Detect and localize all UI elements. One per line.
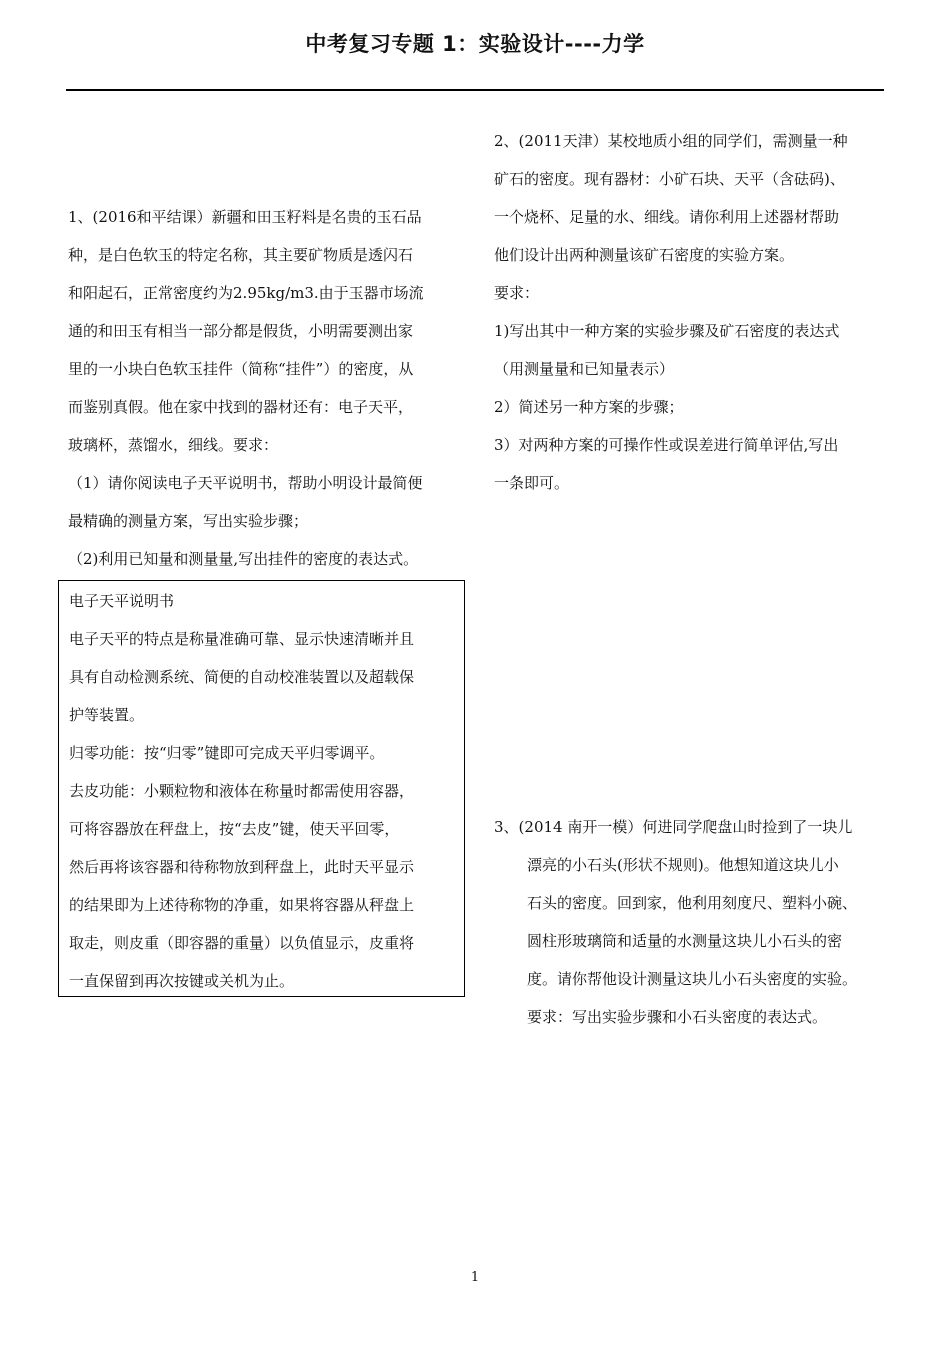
balance-manual-text — [69, 582, 414, 1000]
question-3-body — [527, 846, 857, 1036]
manual-line: 可将容器放在秤盘上，按“去皮”键，使天平回零， — [69, 820, 400, 838]
question-3-line: 石头的密度。回到家，他利用刻度尺、塑料小碗、 — [527, 894, 858, 912]
manual-line: 电子天平的特点是称量准确可靠、显示快速清晰并且 — [69, 630, 415, 648]
manual-line: 然后再将该容器和待称物放到秤盘上，此时天平显示 — [69, 858, 415, 876]
manual-line: 的结果即为上述待称物的净重，如果将容器从秤盘上 — [69, 896, 415, 914]
manual-line: 归零功能：按“归零”键即可完成天平归零调平。 — [69, 744, 385, 762]
question-1-line: 种，是白色软玉的特定名称，其主要矿物质是透闪石 — [68, 246, 414, 264]
question-3-line: 3、(2014 南开一模）何进同学爬盘山时捡到了一块儿 — [494, 818, 853, 836]
question-2-line: 2）简述另一种方案的步骤； — [494, 398, 684, 416]
manual-line: 一直保留到再次按键或关机为止。 — [69, 972, 295, 990]
question-3-line: 度。请你帮他设计测量这块儿小石头密度的实验。 — [527, 970, 858, 988]
question-1-line: 而鉴别真假。他在家中找到的器材还有：电子天平， — [68, 398, 414, 416]
question-1-line: 通的和田玉有相当一部分都是假货，小明需要测出家 — [68, 322, 414, 340]
manual-line: 去皮功能：小颗粒物和液体在称量时都需使用容器， — [69, 782, 415, 800]
question-3-line: 漂亮的小石头(形状不规则)。他想知道这块儿小 — [527, 856, 839, 874]
manual-line: 护等装置。 — [69, 706, 145, 724]
page-number: 1 — [470, 1270, 480, 1285]
question-3-first-line — [494, 808, 852, 846]
page-title: 中考复习专题 1：实验设计----力学 — [305, 32, 645, 56]
manual-heading: 电子天平说明书 — [69, 592, 175, 610]
question-2-line: 矿石的密度。现有器材：小矿石块、天平（含砝码)、 — [494, 170, 845, 188]
question-2 — [494, 122, 894, 502]
question-2-line: 要求： — [494, 284, 540, 302]
question-1-line: 和阳起石，正常密度约为2.95kg/m3.由于玉器市场流 — [68, 284, 424, 302]
question-2-line: 一条即可。 — [494, 474, 570, 492]
question-1-line: 里的一小块白色软玉挂件（简称“挂件”）的密度，从 — [68, 360, 414, 378]
requirement-line: （2)利用已知量和测量量,写出挂件的密度的表达式。 — [68, 550, 419, 568]
question-2-line: 他们设计出两种测量该矿石密度的实验方案。 — [494, 246, 795, 264]
question-3-line: 圆柱形玻璃筒和适量的水测量这块儿小石头的密 — [527, 932, 843, 950]
requirement-line: （1）请你阅读电子天平说明书，帮助小明设计最简便 — [68, 474, 423, 492]
question-2-line: 2、(2011天津）某校地质小组的同学们，需测量一种 — [494, 132, 848, 150]
question-1-requirements — [68, 464, 478, 578]
question-2-line: 3）对两种方案的可操作性或误差进行简单评估,写出 — [494, 436, 839, 454]
manual-line: 具有自动检测系统、简便的自动校准装置以及超载保 — [69, 668, 415, 686]
question-2-line: 一个烧杯、足量的水、细线。请你利用上述器材帮助 — [494, 208, 840, 226]
question-2-line: 1)写出其中一种方案的实验步骤及矿石密度的表达式 — [494, 322, 840, 340]
title-divider — [66, 89, 884, 91]
question-3-line: 要求：写出实验步骤和小石头密度的表达式。 — [527, 1008, 828, 1026]
question-1-line: 玻璃杯，蒸馏水，细线。要求： — [68, 436, 279, 454]
question-2-line: （用测量量和已知量表示） — [494, 360, 675, 378]
question-1-line: 1、(2016和平结课）新疆和田玉籽料是名贵的玉石品 — [68, 208, 422, 226]
requirement-line: 最精确的测量方案，写出实验步骤； — [68, 512, 309, 530]
question-1-intro — [68, 198, 468, 464]
manual-line: 取走，则皮重（即容器的重量）以负值显示，皮重将 — [69, 934, 415, 952]
balance-manual-box — [58, 580, 465, 997]
